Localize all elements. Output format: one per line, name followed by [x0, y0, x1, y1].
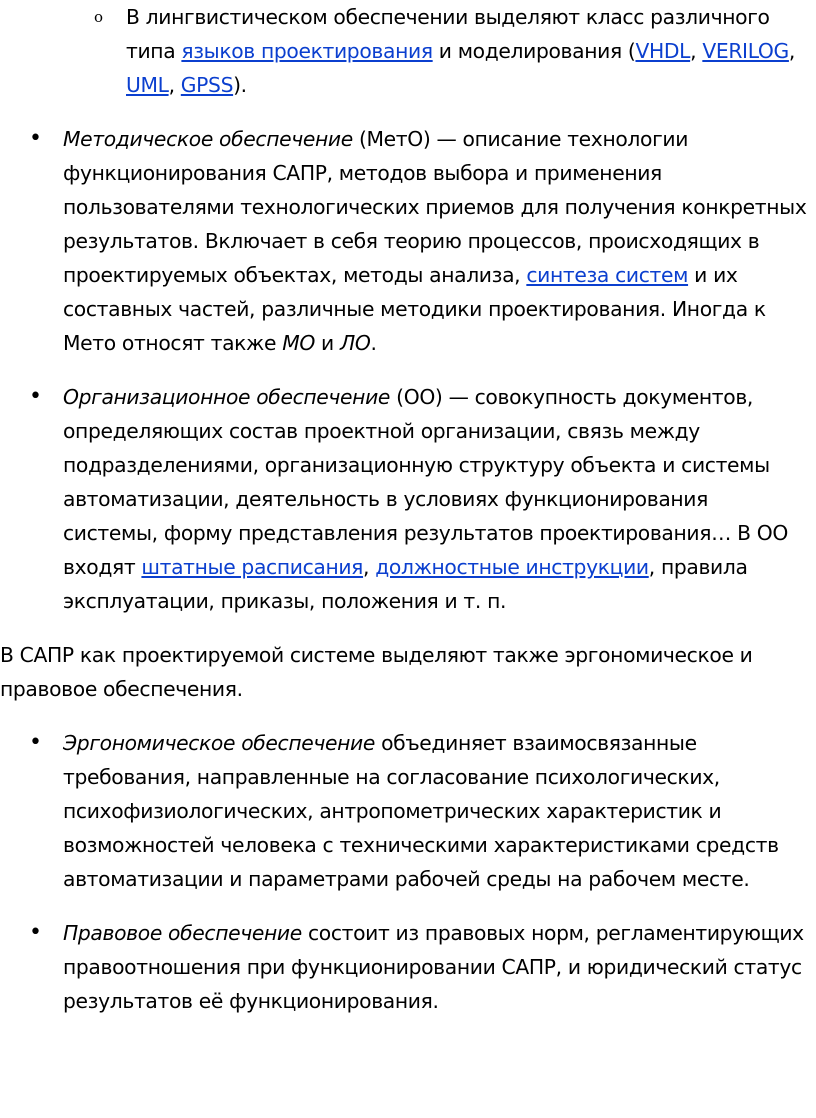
link-design-languages[interactable]: языков проектирования [181, 39, 433, 63]
text-fragment: . [370, 331, 377, 355]
link-uml[interactable]: UML [126, 73, 169, 97]
list-item-organizational [29, 380, 808, 618]
link-system-synthesis[interactable]: синтеза систем [526, 263, 689, 287]
text-fragment: , правила эксплуатации, приказы, положения и т. п. [63, 555, 748, 613]
text-fragment: ). [233, 73, 247, 97]
separator: , [690, 39, 703, 63]
term-legal: Правовое обеспечение [63, 921, 302, 945]
link-vhdl[interactable]: VHDL [635, 39, 691, 63]
bullet-marker: • [29, 730, 42, 755]
text-fragment: (ОО) — совокупность документов, определяющих состав проектной организации, связь между подразделениями, организационную структуру объекта и системы автоматизации, деятельность в условиях функционирования системы, форму представления результатов проектирования… В ОО входят [63, 385, 789, 579]
term-ergonomic: Эргономическое обеспечение [63, 731, 376, 755]
separator: , [363, 555, 376, 579]
link-job-instructions[interactable]: должностные инструкции [375, 555, 649, 579]
term-lo: ЛО [339, 331, 371, 355]
bullet-marker: • [29, 126, 42, 151]
text-fragment: состоит из правовых норм, регламентирующих правоотношения при функционировании САПР, и юридический статус результатов её функционирования. [63, 921, 804, 1013]
separator: , [168, 73, 181, 97]
link-staff-schedules[interactable]: штатные расписания [141, 555, 364, 579]
sub-bullet-marker: o [94, 8, 103, 26]
paragraph-ergonomic-legal-intro: В САПР как проектируемой системе выделяют также эргономическое и правовое обеспечения. [0, 643, 753, 701]
term-mo: МО [282, 331, 315, 355]
text-fragment: (МетО) — описание технологии функционирования САПР, методов выбора и применения пользователями технологических приемов для получения конкретных результатов. Включает в себя теорию процессов, происходящих в проектируемых объектах, методы анализа, [63, 127, 807, 287]
text-fragment: и [314, 331, 340, 355]
text-fragment: и моделирования ( [432, 39, 636, 63]
term-methodical: Методическое обеспечение [63, 127, 353, 151]
term-organizational: Организационное обеспечение [63, 385, 391, 409]
text-fragment: В лингвистическом обеспечении выделяют класс различного типа [126, 5, 770, 63]
list-item-legal [29, 916, 808, 1018]
bullet-marker: • [29, 920, 42, 945]
bullet-marker: • [29, 384, 42, 409]
link-verilog[interactable]: VERILOG [702, 39, 789, 63]
list-item-ergonomic [29, 726, 808, 896]
separator: , [788, 39, 796, 63]
sub-list-item-linguistic [94, 0, 806, 102]
list-item-methodical [29, 122, 808, 360]
text-fragment: и их составных частей, различные методики проектирования. Иногда к Мето относят также [63, 263, 766, 355]
link-gpss[interactable]: GPSS [180, 73, 234, 97]
text-fragment: объединяет взаимосвязанные требования, направленные на согласование психологических, психофизиологических, антропометрических характеристик и возможностей человека с техническими характеристиками средств автоматизации и параметрами рабочей среды на рабочем месте. [63, 731, 779, 891]
